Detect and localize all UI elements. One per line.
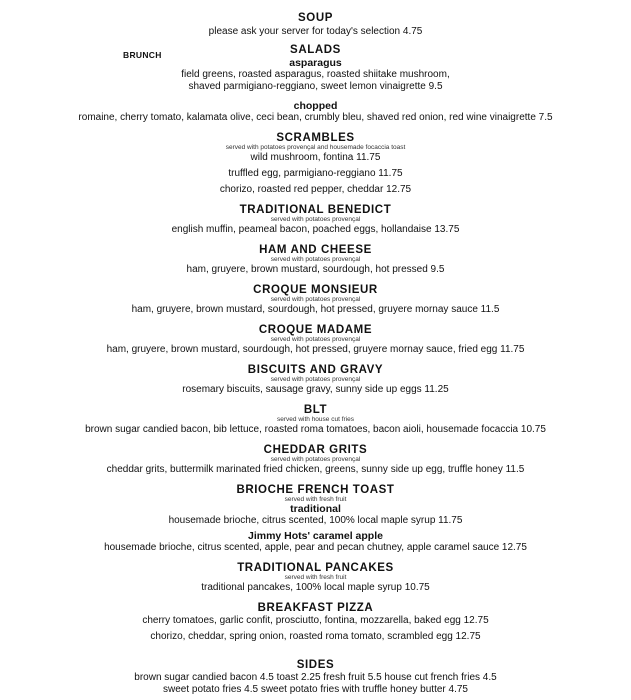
menu-item-line: cherry tomatoes, garlic confit, prosciutto, fontina, mozzarella, baked egg 12.75: [142, 615, 489, 626]
section-note: served with potatoes provençal: [270, 216, 361, 223]
menu-item-line: ham, gruyere, brown mustard, sourdough, hot pressed 9.5: [186, 264, 445, 275]
menu-item-line: sweet potato fries 4.5 sweet potato fries with truffle honey butter 4.75: [163, 684, 468, 695]
section-title-ham-and-cheese: HAM AND CHEESE: [259, 244, 372, 256]
menu-item-line: ham, gruyere, brown mustard, sourdough, hot pressed, gruyere mornay sauce, fried egg 11.75: [106, 344, 525, 355]
menu-item-line: please ask your server for today's selection 4.75: [208, 26, 423, 37]
menu-item-line: housemade brioche, citrus scented, apple, pear and pecan chutney, apple caramel sauce 12.75: [104, 542, 527, 553]
section-note: served with potatoes provençal: [270, 256, 361, 263]
section-title-breakfast-pizza: BREAKFAST PIZZA: [257, 602, 374, 614]
section-note: served with fresh fruit: [284, 574, 347, 581]
section-title-salads: SALADS: [290, 44, 341, 56]
menu-item-line: wild mushroom, fontina 11.75: [250, 152, 381, 163]
section-title-cheddar-grits: CHEDDAR GRITS: [263, 444, 368, 456]
menu-item-line: romaine, cherry tomato, kalamata olive, ceci bean, crumbly bleu, shaved red onion, red wine vinaigrette 7.5: [78, 112, 553, 123]
subheading-traditional: traditional: [290, 503, 341, 515]
subheading-asparagus: asparagus: [289, 57, 342, 69]
menu-item-line: truffled egg, parmigiano-reggiano 11.75: [228, 168, 403, 179]
section-note: served with house cut fries: [277, 416, 354, 423]
menu-side-label: BRUNCH: [123, 50, 162, 60]
section-title-sides: SIDES: [296, 659, 335, 671]
subheading-chopped: chopped: [293, 100, 338, 112]
section-note: served with potatoes provençal and housemade focaccia toast: [225, 144, 406, 151]
menu-item-line: brown sugar candied bacon 4.5 toast 2.25 fresh fruit 5.5 house cut french fries 4.5: [134, 672, 497, 683]
section-title-blt: BLT: [303, 404, 328, 416]
section-title-traditional-pancakes: TRADITIONAL PANCAKES: [237, 562, 394, 574]
subheading-caramel-apple: Jimmy Hots' caramel apple: [248, 530, 383, 542]
section-note: served with potatoes provençal: [270, 296, 361, 303]
menu-item-line: cheddar grits, buttermilk marinated fried chicken, greens, sunny side up egg, truffle honey 11.5: [106, 464, 525, 475]
menu-item-line: field greens, roasted asparagus, roasted shiitake mushroom,: [181, 69, 450, 80]
menu-item-line: brown sugar candied bacon, bib lettuce, roasted roma tomatoes, bacon aioli, housemade focaccia 10.75: [85, 424, 546, 435]
section-title-croque-madame: CROQUE MADAME: [258, 324, 373, 336]
section-note: served with potatoes provençal: [270, 376, 361, 383]
menu-item-line: traditional pancakes, 100% local maple syrup 10.75: [201, 582, 430, 593]
section-note: served with fresh fruit: [284, 496, 347, 503]
section-title-benedict: TRADITIONAL BENEDICT: [239, 204, 392, 216]
section-note: served with potatoes provençal: [270, 336, 361, 343]
section-title-croque-monsieur: CROQUE MONSIEUR: [253, 284, 378, 296]
section-title-brioche-french-toast: BRIOCHE FRENCH TOAST: [236, 484, 395, 496]
menu-item-line: housemade brioche, citrus scented, 100% local maple syrup 11.75: [168, 515, 463, 526]
menu-item-line: chorizo, cheddar, spring onion, roasted roma tomato, scrambled egg 12.75: [150, 631, 481, 642]
section-note: served with potatoes provençal: [270, 456, 361, 463]
section-title-soup: SOUP: [298, 12, 333, 24]
menu-item-line: rosemary biscuits, sausage gravy, sunny side up eggs 11.25: [182, 384, 449, 395]
section-title-scrambles: SCRAMBLES: [276, 132, 355, 144]
menu-item-line: english muffin, peameal bacon, poached eggs, hollandaise 13.75: [171, 224, 460, 235]
menu-item-line: chorizo, roasted red pepper, cheddar 12.75: [219, 184, 412, 195]
menu-item-line: ham, gruyere, brown mustard, sourdough, hot pressed, gruyere mornay sauce 11.5: [131, 304, 500, 315]
section-title-biscuits-and-gravy: BISCUITS AND GRAVY: [247, 364, 384, 376]
menu-item-line: shaved parmigiano-reggiano, sweet lemon vinaigrette 9.5: [188, 81, 443, 92]
